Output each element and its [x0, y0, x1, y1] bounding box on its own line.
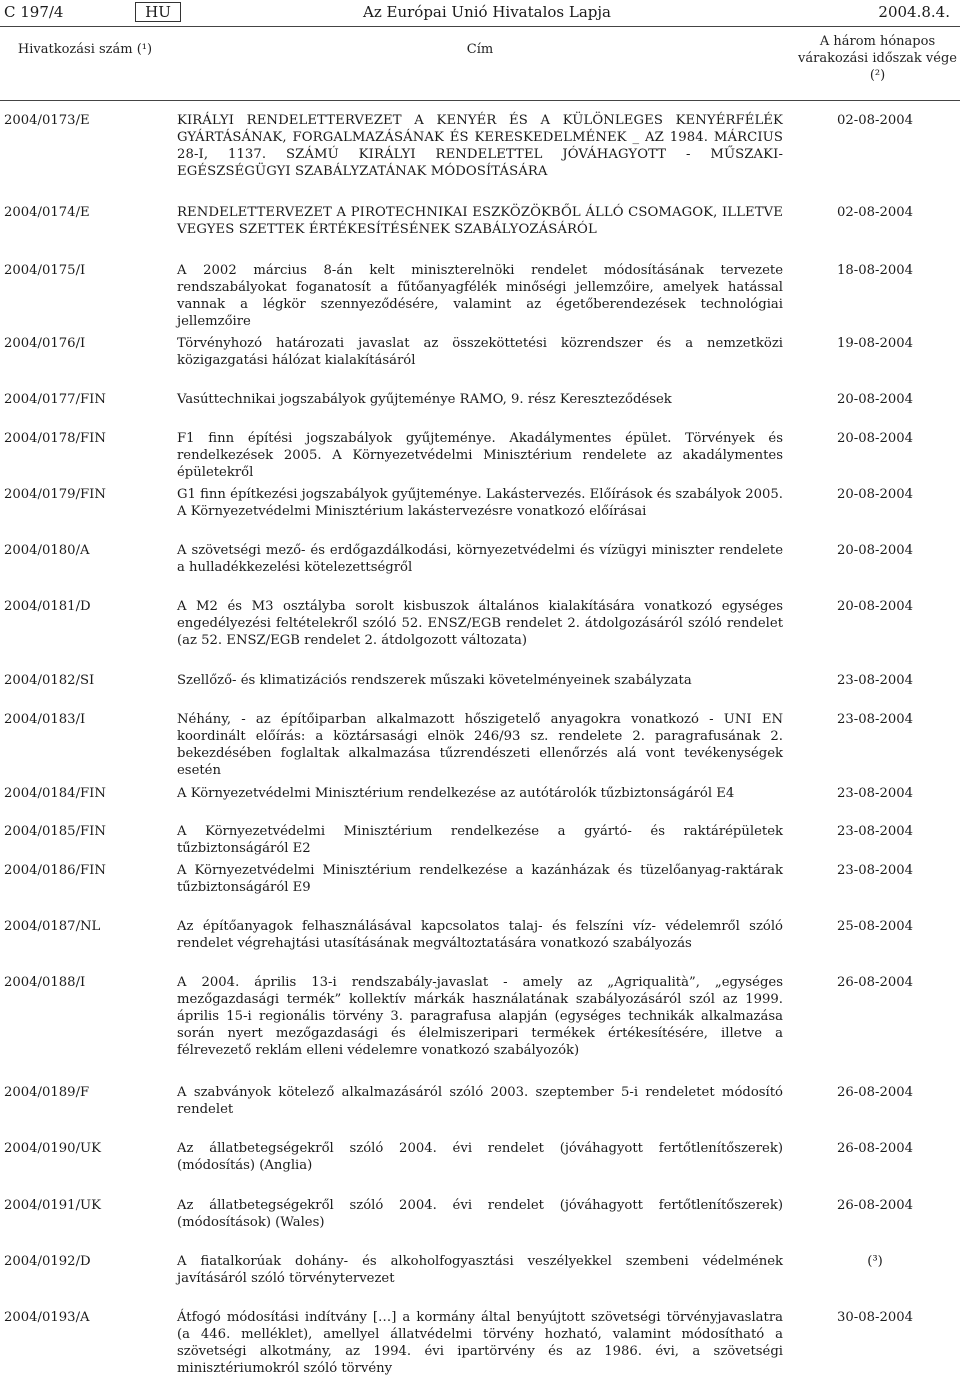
row-title: Szellőző- és klimatizációs rendszerek műszaki követelményeinek szabályzata [177, 673, 692, 688]
row-ref: 2004/0176/I [4, 336, 86, 351]
row-title: Az építőanyagok felhasználásával kapcsolatos talaj- és felszíni víz- védelemről szóló rendelet végrehajtási utasításának megváltoztatására vonatkozó szabályozás [177, 919, 783, 951]
row-end-date: 23-08-2004 [836, 863, 914, 878]
row-title: A Környezetvédelmi Minisztérium rendelkezése az autótárolók tűzbiztonságáról E4 [177, 786, 735, 801]
column-header-ref: Hivatkozási szám (¹) [17, 42, 153, 57]
language-badge: HU [135, 2, 181, 22]
row-end-date: 23-08-2004 [836, 824, 914, 839]
row-ref: 2004/0179/FIN [4, 487, 106, 502]
row-title: KIRÁLYI RENDELETTERVEZET A KENYÉR ÉS A KÜLÖNLEGES KENYÉRFÉLÉK GYÁRTÁSÁNAK, FORGALMAZÁSÁNAK ÉS KERESKEDELMÉNEK _ AZ 1984. MÁRCIUS 28-I, 1137. SZÁMÚ KIRÁLYI RENDELETTEL JÓVÁHAGYOTT - MŰSZAKI-EGÉSZSÉGÜGYI SZABÁLYZATÁNAK MÓDOSÍTÁSÁRA [177, 113, 783, 179]
issue-date: 2004.8.4. [878, 3, 950, 21]
row-ref: 2004/0183/I [4, 712, 86, 727]
page-header [0, 0, 960, 27]
row-end-date: 19-08-2004 [836, 336, 914, 351]
row-title: A fiatalkorúak dohány- és alkoholfogyasztási veszélyekkel szembeni védelmének javításáról szóló törvénytervezet [177, 1254, 783, 1286]
column-header-end [795, 33, 960, 84]
row-ref: 2004/0178/FIN [4, 431, 106, 446]
row-title: Vasúttechnikai jogszabályok gyűjteménye RAMO, 9. rész Kereszteződések [177, 392, 672, 407]
row-title: A szabványok kötelező alkalmazásáról szóló 2003. szeptember 5-i rendeletet módosító rendelet [177, 1085, 783, 1117]
row-ref: 2004/0188/I [4, 975, 86, 990]
journal-code: C 197/4 [4, 3, 64, 21]
row-end-date: 26-08-2004 [836, 975, 914, 990]
row-end-date: 30-08-2004 [836, 1310, 914, 1325]
journal-title: Az Európai Unió Hivatalos Lapja [363, 3, 611, 21]
row-title: Az állatbetegségekről szóló 2004. évi rendelet (jóváhagyott fertőtlenítőszerek) (módosítás) (Anglia) [177, 1141, 783, 1173]
row-title: G1 finn építkezési jogszabályok gyűjteménye. Lakástervezés. Előírások és szabályok 2005. A Környezetvédelmi Minisztérium lakástervezésre vonatkozó előírásai [177, 487, 783, 519]
row-title: Néhány, - az építőiparban alkalmazott hőszigetelő anyagokra vonatkozó - UNI EN koordinált előírás: a köztársasági elnök 246/93 sz. rendelete 2. paragrafusának 2. bekezdésében foglaltak alkalmazása tűzrendészeti ellenőrzés alá vont tevékenységek esetén [177, 712, 783, 778]
row-ref: 2004/0177/FIN [4, 392, 106, 407]
column-header-end-line1: A három hónapos [819, 34, 936, 49]
row-end-date: 23-08-2004 [836, 673, 914, 688]
row-end-date: 02-08-2004 [836, 205, 914, 220]
row-end-date: 23-08-2004 [836, 786, 914, 801]
column-header-title: Cím [466, 42, 494, 57]
row-title: A M2 és M3 osztályba sorolt kisbuszok általános kialakítására vonatkozó egységes engedélyezési feltételekről szóló 52. ENSZ/EGB rendelet 2. átdolgozásáról szóló rendelet (az 52. ENSZ/EGB rendelet 2. átdolgozott változata) [177, 599, 783, 648]
row-title: A Környezetvédelmi Minisztérium rendelkezése a gyártó- és raktárépületek tűzbiztonságáról E2 [177, 824, 783, 856]
column-header-end-line2: várakozási időszak vége (²) [798, 51, 957, 83]
row-ref: 2004/0181/D [4, 599, 91, 614]
row-ref: 2004/0174/E [4, 205, 90, 220]
row-ref: 2004/0187/NL [4, 919, 101, 934]
row-end-date: 25-08-2004 [836, 919, 914, 934]
row-title: Törvényhozó határozati javaslat az összeköttetési közrendszer és a nemzetközi közigazgatási hálózat kialakításáról [177, 336, 783, 368]
row-ref: 2004/0182/SI [4, 673, 95, 688]
row-end-date: 20-08-2004 [836, 431, 914, 446]
row-ref: 2004/0184/FIN [4, 786, 106, 801]
row-title: Átfogó módosítási indítvány […] a kormány által benyújtott szövetségi törvényjavaslatra (a 446. melléklet), amellyel állatvédelmi törvény hozható, valamint módosítható a szövetségi alkotmány, az 1994. évi ipartörvény és az 1986. évi, a szövetségi minisztériumokról szóló törvény [177, 1310, 783, 1376]
row-title: A Környezetvédelmi Minisztérium rendelkezése a kazánházak és tüzelőanyag-raktárak tűzbiztonságáról E9 [177, 863, 783, 895]
row-end-date: 26-08-2004 [836, 1198, 914, 1213]
row-ref: 2004/0185/FIN [4, 824, 106, 839]
row-ref: 2004/0192/D [4, 1254, 91, 1269]
row-end-date: 20-08-2004 [836, 392, 914, 407]
row-end-date: 20-08-2004 [836, 543, 914, 558]
row-title: Az állatbetegségekről szóló 2004. évi rendelet (jóváhagyott fertőtlenítőszerek) (módosítások) (Wales) [177, 1198, 783, 1230]
row-title: A szövetségi mező- és erdőgazdálkodási, környezetvédelmi és vízügyi miniszter rendelete a hulladékkezelési kötelezettségről [177, 543, 783, 575]
row-ref: 2004/0190/UK [4, 1141, 101, 1156]
row-ref: 2004/0193/A [4, 1310, 90, 1325]
row-end-date: 26-08-2004 [836, 1141, 914, 1156]
row-ref: 2004/0186/FIN [4, 863, 106, 878]
row-title: A 2004. április 13-i rendszabály-javaslat - amely az „Agriqualità”, „egységes mezőgazdasági termék” kollektív márkák használatának szabályozásáról szól az 1999. április 15-i regionális törvény 3. paragrafusa alapján (egységes technikák alkalmazása során nyert mezőgazdasági és élelmiszeripari termékek értékesítésére, illetve a félrevezető reklám elleni védelemre vonatkozó szabályozók) [177, 975, 783, 1058]
row-ref: 2004/0173/E [4, 113, 90, 128]
row-end-date: 23-08-2004 [836, 712, 914, 727]
table-header [0, 28, 960, 101]
row-end-date: 26-08-2004 [836, 1085, 914, 1100]
row-title: A 2002 március 8-án kelt miniszterelnöki rendelet módosításának tervezete rendszabályokat foganatosít a fűtőanyagfélék minőségi jellemzőire, amelyek hatással vannak a légkör szennyeződésére, valamint az égetőberendezések technológiai jellemzőire [177, 263, 783, 329]
row-ref: 2004/0189/F [4, 1085, 90, 1100]
row-ref: 2004/0180/A [4, 543, 90, 558]
row-end-date: 02-08-2004 [836, 113, 914, 128]
row-end-date: 20-08-2004 [836, 487, 914, 502]
row-end-date: 18-08-2004 [836, 263, 914, 278]
row-end-date: (³) [867, 1254, 883, 1269]
row-title: F1 finn építési jogszabályok gyűjteménye. Akadálymentes épület. Törvények és rendelkezések 2005. A Környezetvédelmi Minisztérium rendelete az akadálymentes épületekről [177, 431, 783, 480]
row-ref: 2004/0191/UK [4, 1198, 101, 1213]
row-end-date: 20-08-2004 [836, 599, 914, 614]
row-title: RENDELETTERVEZET A PIROTECHNIKAI ESZKÖZÖKBŐL ÁLLÓ CSOMAGOK, ILLETVE VEGYES SZETTEK ÉRTÉKESÍTÉSÉNEK SZABÁLYOZÁSÁRÓL [177, 205, 783, 237]
row-ref: 2004/0175/I [4, 263, 86, 278]
